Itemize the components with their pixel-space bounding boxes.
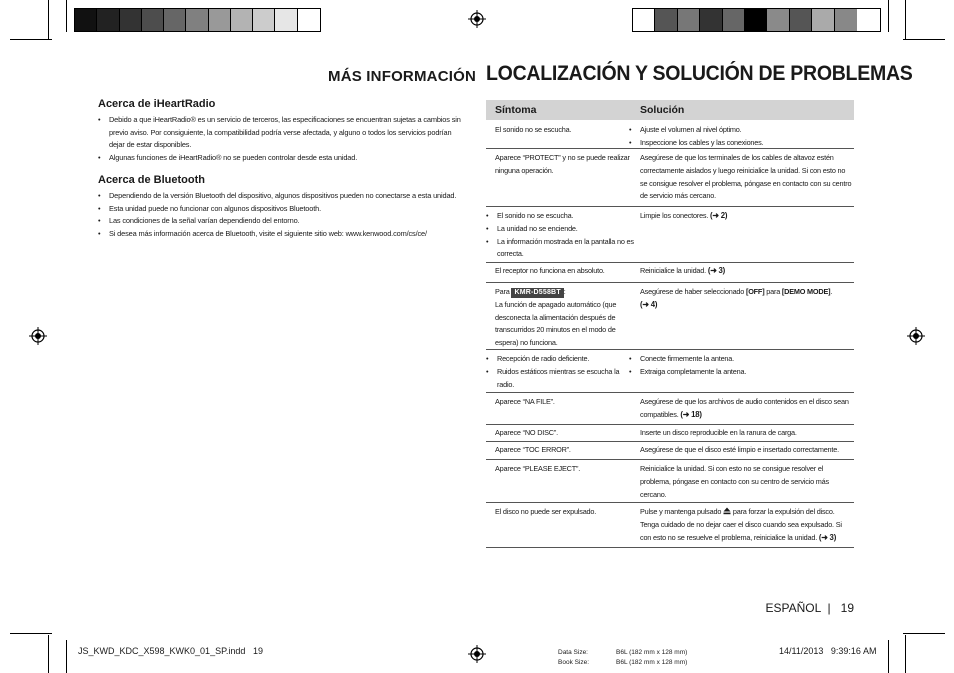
symptom-cell: El receptor no funciona en absoluto. (495, 266, 605, 275)
color-swatch (164, 9, 186, 31)
solution-text: . (830, 287, 833, 296)
color-swatch (812, 9, 834, 31)
color-swatch (835, 9, 857, 31)
solution-cell: Inserte un disco reproducible en la ranura de carga. (640, 428, 797, 437)
list-item: • Debido a que iHeartRadio® es un servicio de terceros, las especificaciones se encuentran sujetas a cambios sin previo aviso. Por consiguiente, la compatibilidad podría verse afectada, y alguno o todos los servicios podrían dejar de estar disponibles. (98, 114, 466, 152)
list-item: • Esta unidad puede no funcionar con algunos dispositivos Bluetooth. (98, 203, 466, 216)
more-info-column (98, 98, 466, 250)
solution-cell: Asegúrese de que el disco esté limpio e insertado correctamente. (640, 445, 839, 454)
bluetooth-list (98, 190, 466, 240)
list-item: • La unidad no se enciende. (486, 223, 634, 236)
solution-text: Asegúrese de haber seleccionado (640, 287, 745, 296)
list-item: • Conecte firmemente la antena. (629, 353, 852, 366)
symptom-suffix: : (563, 287, 566, 296)
color-swatch (186, 9, 208, 31)
list-item: • Algunas funciones de iHeartRadio® no se pueden controlar desde esta unidad. (98, 152, 466, 165)
color-swatch (767, 9, 789, 31)
symptom-cell: Aparece “TOC ERROR”. (495, 445, 571, 454)
page-reference: (➜ 18) (680, 409, 702, 419)
file-page: 19 (252, 646, 263, 656)
color-bar-right (632, 8, 881, 32)
color-swatch (209, 9, 231, 31)
page-reference: (➜ 3) (707, 266, 726, 275)
color-swatch (633, 9, 655, 31)
solution-cell (640, 210, 854, 262)
table-row (486, 283, 854, 350)
language-label: ESPAÑOL (765, 601, 821, 615)
list-item: • La información mostrada en la pantalla no es correcta. (486, 236, 634, 262)
symptom-cell: El disco no puede ser expulsado. (495, 507, 597, 516)
solution-text: Reinicialice la unidad. (640, 266, 706, 275)
symptom-cell (486, 210, 640, 262)
solution-text: Asegúrese de que los archivos de audio contenidos en el disco sean compatibles. (640, 397, 849, 419)
slug-timestamp (779, 646, 876, 656)
color-swatch (97, 9, 119, 31)
table-row (486, 503, 854, 548)
symptom-cell: Aparece “PROTECT” y no se puede realizar ninguna operación. (495, 153, 630, 175)
solution-text: para forzar la expulsión del disco. Tenga cuidado de no dejar caer el disco cuando sea expulsado. Si con esto no se resuelve el problema, reinicialice la unidad. (640, 507, 842, 542)
symptom-cell: Aparece “NO DISC”. (495, 428, 558, 437)
solution-cell: Asegúrese de que los terminales de los cables de altavoz estén correctamente aislados y luego reinicialice la unidad. Si con esto no se consigue resolver el problema, póngase en contacto con su centro de servicio más cercano. (640, 153, 852, 201)
page-reference: (➜ 2) (710, 211, 728, 220)
table-row (486, 393, 854, 425)
page-title: LOCALIZACIÓN Y SOLUCIÓN DE PROBLEMAS (486, 62, 913, 85)
header-symptom: Síntoma (495, 104, 537, 116)
model-badge: KMR-D558BT (511, 288, 563, 298)
file-name: JS_KWD_KDC_X598_KWK0_01_SP.indd (78, 646, 246, 656)
registration-mark-icon (468, 10, 486, 28)
color-swatch (700, 9, 722, 31)
color-swatch (231, 9, 253, 31)
slug-size-labels (558, 648, 589, 668)
registration-mark-icon (29, 327, 47, 345)
registration-mark-icon (468, 645, 486, 663)
table-row (486, 350, 854, 393)
troubleshooting-table (486, 100, 854, 548)
color-swatch (120, 9, 142, 31)
table-row (486, 149, 854, 207)
table-header (486, 100, 854, 120)
slug-size-values (616, 648, 687, 668)
color-swatch (253, 9, 275, 31)
table-row (486, 442, 854, 460)
color-swatch (142, 9, 164, 31)
page-reference: (➜ 3) (818, 532, 837, 542)
header-solution: Solución (640, 104, 685, 116)
registration-mark-icon (907, 327, 925, 345)
eject-icon (723, 507, 731, 515)
color-swatch (790, 9, 812, 31)
color-swatch (723, 9, 745, 31)
list-item: • Si desea más información acerca de Bluetooth, visite el siguiente sitio web: www.kenwood.com/cs/ce/ (98, 228, 466, 241)
color-swatch (745, 9, 767, 31)
list-item: • Las condiciones de la señal varían dependiendo del entorno. (98, 215, 466, 228)
solution-cell: Reinicialice la unidad. Si con esto no se consigue resolver el problema, póngase en contacto con su centro de servicio más cercano. (640, 464, 829, 499)
iheartradio-list (98, 114, 466, 164)
page-reference: (➜ 4) (640, 299, 658, 309)
symptom-cell (486, 353, 640, 392)
page-footer-language (765, 601, 854, 615)
table-row (486, 207, 854, 263)
list-item: • Ajuste el volumen al nivel óptimo. (629, 124, 852, 137)
list-item: • El sonido no se escucha. (486, 210, 634, 223)
slug-time: 9:39:16 AM (830, 646, 877, 656)
color-swatch (655, 9, 677, 31)
book-size-value: B6L (182 mm x 128 mm) (616, 659, 688, 666)
table-row (486, 263, 854, 283)
list-item: • Dependiendo de la versión Bluetooth del dispositivo, algunos dispositivos pueden no conectarse a esta unidad. (98, 190, 466, 203)
color-bar-left (74, 8, 321, 32)
list-item: • Extraiga completamente la antena. (629, 366, 852, 379)
solution-cell (640, 506, 854, 547)
color-swatch (678, 9, 700, 31)
solution-text: para (766, 287, 781, 296)
color-swatch (275, 9, 297, 31)
footer-separator: | (827, 601, 831, 615)
key-off: [OFF] (745, 287, 765, 296)
list-item: • Ruidos estáticos mientras se escucha la radio. (486, 366, 634, 392)
symptom-cell: Aparece “PLEASE EJECT”. (495, 464, 581, 473)
data-size-value: B6L (182 mm x 128 mm) (616, 649, 688, 656)
color-swatch (75, 9, 97, 31)
list-item: • Recepción de radio deficiente. (486, 353, 634, 366)
solution-text: Limpie los conectores. (640, 211, 709, 220)
slug-date: 14/11/2013 (779, 646, 824, 656)
solution-cell (640, 124, 854, 148)
solution-cell (640, 265, 854, 282)
solution-cell (640, 353, 854, 392)
symptom-cell (486, 286, 640, 349)
symptom-cell: El sonido no se escucha. (495, 125, 572, 134)
iheartradio-heading: Acerca de iHeartRadio (98, 98, 216, 110)
section-title-more-info: MÁS INFORMACIÓN (328, 68, 476, 85)
book-size-label: Book Size: (558, 659, 590, 666)
key-demo-mode: [DEMO MODE] (781, 287, 831, 296)
list-item: • Inspeccione los cables y las conexiones. (629, 137, 852, 150)
color-swatch (298, 9, 320, 31)
bluetooth-heading: Acerca de Bluetooth (98, 174, 205, 186)
symptom-prefix: Para (495, 287, 510, 296)
table-row (486, 120, 854, 149)
slug-file-info (78, 646, 263, 656)
page-number: 19 (840, 601, 854, 615)
solution-cell (640, 396, 854, 424)
table-row (486, 425, 854, 442)
symptom-cell: Aparece “NA FILE”. (495, 397, 555, 406)
solution-text: Pulse y mantenga pulsado (640, 507, 722, 516)
table-row (486, 460, 854, 503)
solution-cell (640, 286, 854, 349)
symptom-text: La función de apagado automático (que desconecta la alimentación después de transcurridos 20 minutos en el modo de espera) no funciona. (495, 299, 617, 348)
data-size-label: Data Size: (558, 649, 588, 656)
